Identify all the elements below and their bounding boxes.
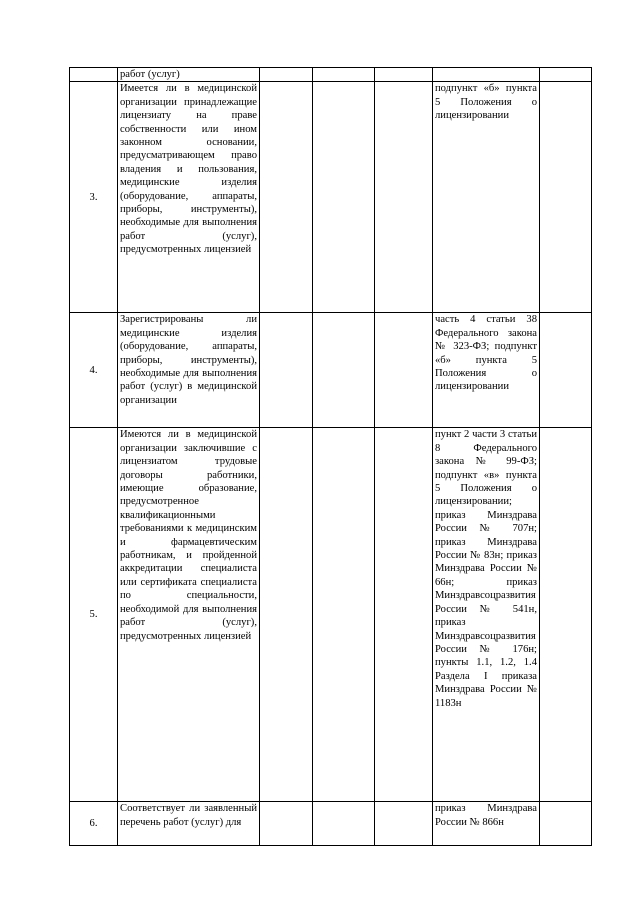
answer-yes-cell — [260, 82, 313, 313]
row-number — [70, 68, 118, 82]
row-number: 3. — [70, 82, 118, 313]
legal-reference: часть 4 статьи 38 Федерального закона № 323-ФЗ; подпункт «б» пункта 5 Положения о лицензировании — [433, 313, 540, 428]
answer-na-cell — [375, 802, 433, 846]
legal-reference: приказ Минздрава России № 866н — [433, 802, 540, 846]
answer-no-cell — [313, 313, 375, 428]
legal-reference: пункт 2 части 3 статьи 8 Федерального закона № 99-ФЗ; подпункт «в» пункта 5 Положения о лицензировании; приказ Минздрава России № 707н; приказ Минздрава России № 83н; приказ Минздрава России № 66н; приказ Минздравсоцразвития России № 541н, приказ Минздравсоцразвития России № 176н; пункты 1.1, 1.2, 1.4 Раздела I приказа Минздрава России № 1183н — [433, 428, 540, 802]
requirement-question: Соответствует ли заявленный перечень работ (услуг) для — [118, 802, 260, 846]
checklist-table — [69, 67, 592, 846]
row-number: 4. — [70, 313, 118, 428]
requirement-question: Имеется ли в медицинской организации принадлежащие лицензиату на праве собственности или ином законном основании, предусматривающем право владения и пользования, медицинские изделия (оборудование, аппараты, приборы, инструменты), необходимые для выполнения работ (услуг), предусмотренных лицензией — [118, 82, 260, 313]
answer-no-cell — [313, 82, 375, 313]
note-cell — [540, 68, 592, 82]
table-row — [70, 82, 592, 313]
table-row — [70, 313, 592, 428]
requirement-question: Зарегистрированы ли медицинские изделия (оборудование, аппараты, приборы, инструменты), необходимые для выполнения работ (услуг) в медицинской организации — [118, 313, 260, 428]
answer-na-cell — [375, 428, 433, 802]
requirement-question: работ (услуг) — [118, 68, 260, 82]
answer-no-cell — [313, 68, 375, 82]
note-cell — [540, 428, 592, 802]
legal-reference — [433, 68, 540, 82]
legal-reference: подпункт «б» пункта 5 Положения о лицензировании — [433, 82, 540, 313]
answer-na-cell — [375, 313, 433, 428]
answer-yes-cell — [260, 428, 313, 802]
answer-na-cell — [375, 68, 433, 82]
table-row — [70, 802, 592, 846]
answer-no-cell — [313, 802, 375, 846]
table-row — [70, 68, 592, 82]
note-cell — [540, 313, 592, 428]
note-cell — [540, 82, 592, 313]
note-cell — [540, 802, 592, 846]
answer-na-cell — [375, 82, 433, 313]
answer-yes-cell — [260, 802, 313, 846]
answer-yes-cell — [260, 68, 313, 82]
table-row — [70, 428, 592, 802]
requirement-question: Имеются ли в медицинской организации заключившие с лицензиатом трудовые договоры работники, имеющие образование, предусмотренное квалификационными требованиями к медицинским и фармацевтическим работникам, и пройденной аккредитации специалиста или сертификата специалиста по специальности, необходимой для выполнения работ (услуг), предусмотренных лицензией — [118, 428, 260, 802]
row-number: 5. — [70, 428, 118, 802]
row-number: 6. — [70, 802, 118, 846]
answer-yes-cell — [260, 313, 313, 428]
answer-no-cell — [313, 428, 375, 802]
